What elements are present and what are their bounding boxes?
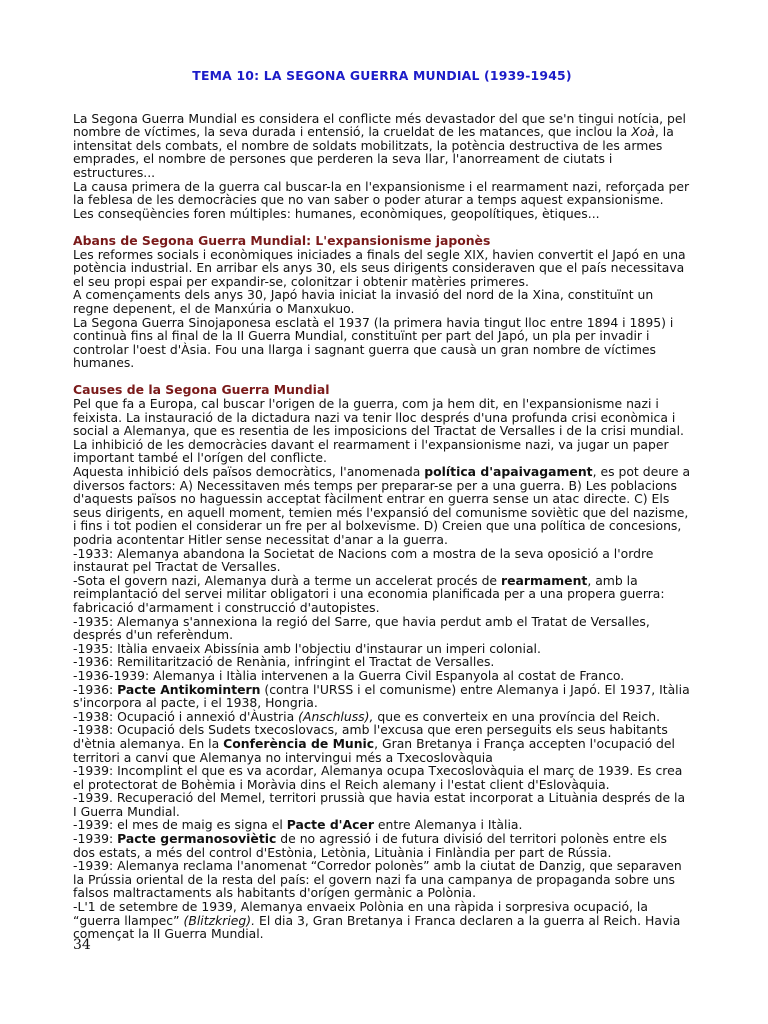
event-text: (contra l'URSS i el comunisme) entre Alemanya i Japó. El 1937, Itàlia s'incorpora al pacte, i el 1938, Hongria. (73, 681, 690, 711)
japan-paragraph-1: Les reformes socials i econòmiques iniciades a finals del segle XIX, havien convertit el Japó en una potència industrial. En arribar els anys 30, els seus dirigents consideraven que el país necessitava el seu propi espai per expandir-se, colonitzar i obtenir matèries primeres. (73, 246, 686, 289)
event-bold: Pacte Antikomintern (117, 681, 261, 697)
event-1939-steel-pact (73, 818, 691, 832)
event-emphasis: (Blitzkrieg). (183, 912, 256, 928)
event-1935-sarre: -1935: Alemanya s'annexiona la regió del Sarre, que havia perdut amb el Tratat de Versalles, després d'un referèndum. (73, 613, 650, 643)
event-bold: rearmament (501, 572, 588, 588)
event-1939-danzig: -1939: Alemanya reclama l'anomenat “Corredor polonès” amb la ciutat de Danzig, que separaven la Prússia oriental de la resta del país: el govern nazi fa una campanya de propaganda sobre uns falsos maltractaments als habitants d'orígen germànic a Polònia. (73, 858, 682, 901)
event-text: -Sota el govern nazi, Alemanya durà a terme un accelerat procés de (73, 572, 501, 588)
section-heading-japan: Abans de Segona Guerra Mundial: L'expansionisme japonès (73, 232, 491, 248)
event-1936-rhineland: -1936: Remilitarització de Renània, infringint el Tractat de Versalles. (73, 654, 495, 670)
causes-paragraph-1: Pel que fa a Europa, cal buscar l'origen de la guerra, com ja hem dit, en l'expansionisme nazi i feixista. La instauració de la dictadura nazi va tenir lloc després d'una profunda crisi econòmica i social a Alemanya, que es resentia de les imposicions del Tractat de Versalles i de la crisi mundial. (73, 396, 684, 439)
causes-text: , es pot deure a diversos factors: A) Necessitaven més temps per preparar-se per a una guerra. B) Les poblacions d'aquests països no haguessin acceptat fàcilment entrar en guerra sense un atac directe. C) Els seus dirigents, en aquell moment, temien més l'expansió del comunisme soviètic que del nazisme, i fins i tot podien el considerar un fre per al bolxevisme. D) Creien que una política de concesions, podria acontentar Hitler sense necessitat d'anar a la guerra. (73, 464, 691, 547)
event-text: -1938: Ocupació dels Sudets txecoslovacs, amb l'excusa que eren perseguits els seus habitants d'ètnia alemanya. En la (73, 722, 668, 751)
intro-emphasis: Xoà (631, 124, 655, 140)
causes-text: Aquesta inhibició dels països democràtics, l'anomenada (73, 464, 425, 480)
event-1939-czechoslovakia: -1939: Incomplint el que es va acordar, Alemanya ocupa Txecoslovàquia el març de 1939. Es crea el protectorat de Bohèmia i Moràvia dins el Reich alemany i l'estat client d'Eslovàquia. (73, 763, 683, 792)
event-1936-spain: -1936-1939: Alemanya i Itàlia intervenen a la Guerra Civil Espanyola al costat de Franco. (73, 667, 625, 683)
intro-paragraph-3: Les conseqüències foren múltiples: humanes, econòmiques, geopolítiques, ètiques... (73, 205, 600, 221)
causes-paragraph-2: La inhibició de les democràcies davant el rearmament i l'expansionisme nazi, va jugar un paper important també el l'orígen del conflicte. (73, 436, 669, 466)
event-1936-antikomintern (73, 683, 691, 710)
japan-paragraph-3: La Segona Guerra Sinojaponesa esclatà el 1937 (la primera havia tingut lloc entre 1894 i 1895) i continuà fins al final de la II Guerra Mundial, constituïnt per part del Japó, un pla per invadir i controlar l'oest d'Àsia. Fou una llarga i sagnant guerra que causà un gran nombre de víctimes humanes. (73, 314, 674, 371)
event-1933: -1933: Alemanya abandona la Societat de Nacions com a mostra de la seva oposició a l'ordre instaurat pel Tractat de Versalles. (73, 545, 654, 575)
event-text: El dia 3, Gran Bretanya i Franca declaren a la guerra al Reich. Havia començat la II Guerra Mundial. (73, 912, 681, 942)
event-text: entre Alemanya i Itàlia. (373, 817, 523, 833)
intro-paragraph-2: La causa primera de la guerra cal buscar-la en l'expansionisme i el rearmament nazi, reforçada per la feblesa de les democràcies que no van saber o poder aturar a temps aquest expansionisme. (73, 178, 690, 208)
japan-paragraph-2: A començaments dels anys 30, Japó havia iniciat la invasió del nord de la Xina, constituïnt un regne depenent, el de Manxúria o Manxukuo. (73, 287, 654, 316)
document-page (73, 69, 691, 941)
page-number: 34 (73, 937, 91, 953)
event-text: -L'1 de setembre de 1939, Alemanya envaeix Polònia en una ràpida i sorpresiva ocupació, la “guerra llampec” (73, 899, 648, 928)
section-heading-causes: Causes de la Segona Guerra Mundial (73, 382, 330, 398)
event-text: -1936: (73, 681, 118, 697)
causes-bold: política d'apaivagament (424, 464, 593, 480)
event-text: , amb la reimplantació del servei militar obligatori i una economia planificada per a una propera guerra: fabricació d'armament i construcció d'autopistes. (73, 572, 665, 615)
event-text: que es converteix en una província del Reich. (373, 708, 661, 724)
page-title: TEMA 10: LA SEGONA GUERRA MUNDIAL (1939-1945) (192, 68, 572, 83)
event-rearmament (73, 574, 691, 615)
intro-paragraph-1 (73, 112, 691, 180)
intro-text: , la intensitat dels combats, el nombre de soldats mobilitzats, la potència destructiva de les armes emprades, el nombre de persones que perderen la seva llar, l'anorreament de ciutats i estructures... (73, 124, 674, 180)
event-bold: Conferència de Munic (223, 735, 375, 751)
event-1939-germano-soviet (73, 832, 691, 859)
causes-paragraph-3 (73, 465, 691, 547)
event-bold: Pacte germanosoviètic (117, 831, 277, 847)
event-1938-anschluss (73, 710, 691, 724)
event-1935-abyssinia: -1935: Itàlia envaeix Abissínia amb l'objectiu d'instaurar un imperi colonial. (73, 640, 541, 656)
event-text: , Gran Bretanya i França accepten l'ocupació del territori a canvi que Alemanya no intervingui més a Txecoslovàquia (73, 735, 675, 765)
event-1939-memel: -1939. Recuperació del Memel, territori prussià que havia estat incorporat a Lituània després de la I Guerra Mundial. (73, 790, 686, 819)
event-bold: Pacte d'Acer (286, 817, 374, 833)
event-1939-poland (73, 900, 691, 941)
event-text: -1938: Ocupació i annexió d'Àustria (73, 708, 299, 724)
event-text: -1939: (73, 831, 118, 847)
event-1938-sudets (73, 723, 691, 764)
event-emphasis: (Anschluss), (298, 708, 374, 724)
intro-text: La Segona Guerra Mundial es considera el conflicte més devastador del que se'n tingui notícia, pel nombre de víctimes, la seva durada i entensió, la crueldat de les matances, que inclou la (73, 110, 686, 140)
event-text: -1939: el mes de maig es signa el (73, 817, 287, 833)
event-text: de no agressió i de futura divisió del territori polonès entre els dos estats, a més del control d'Estònia, Letònia, Lituània i Finlàndia per part de Rússia. (73, 831, 667, 860)
